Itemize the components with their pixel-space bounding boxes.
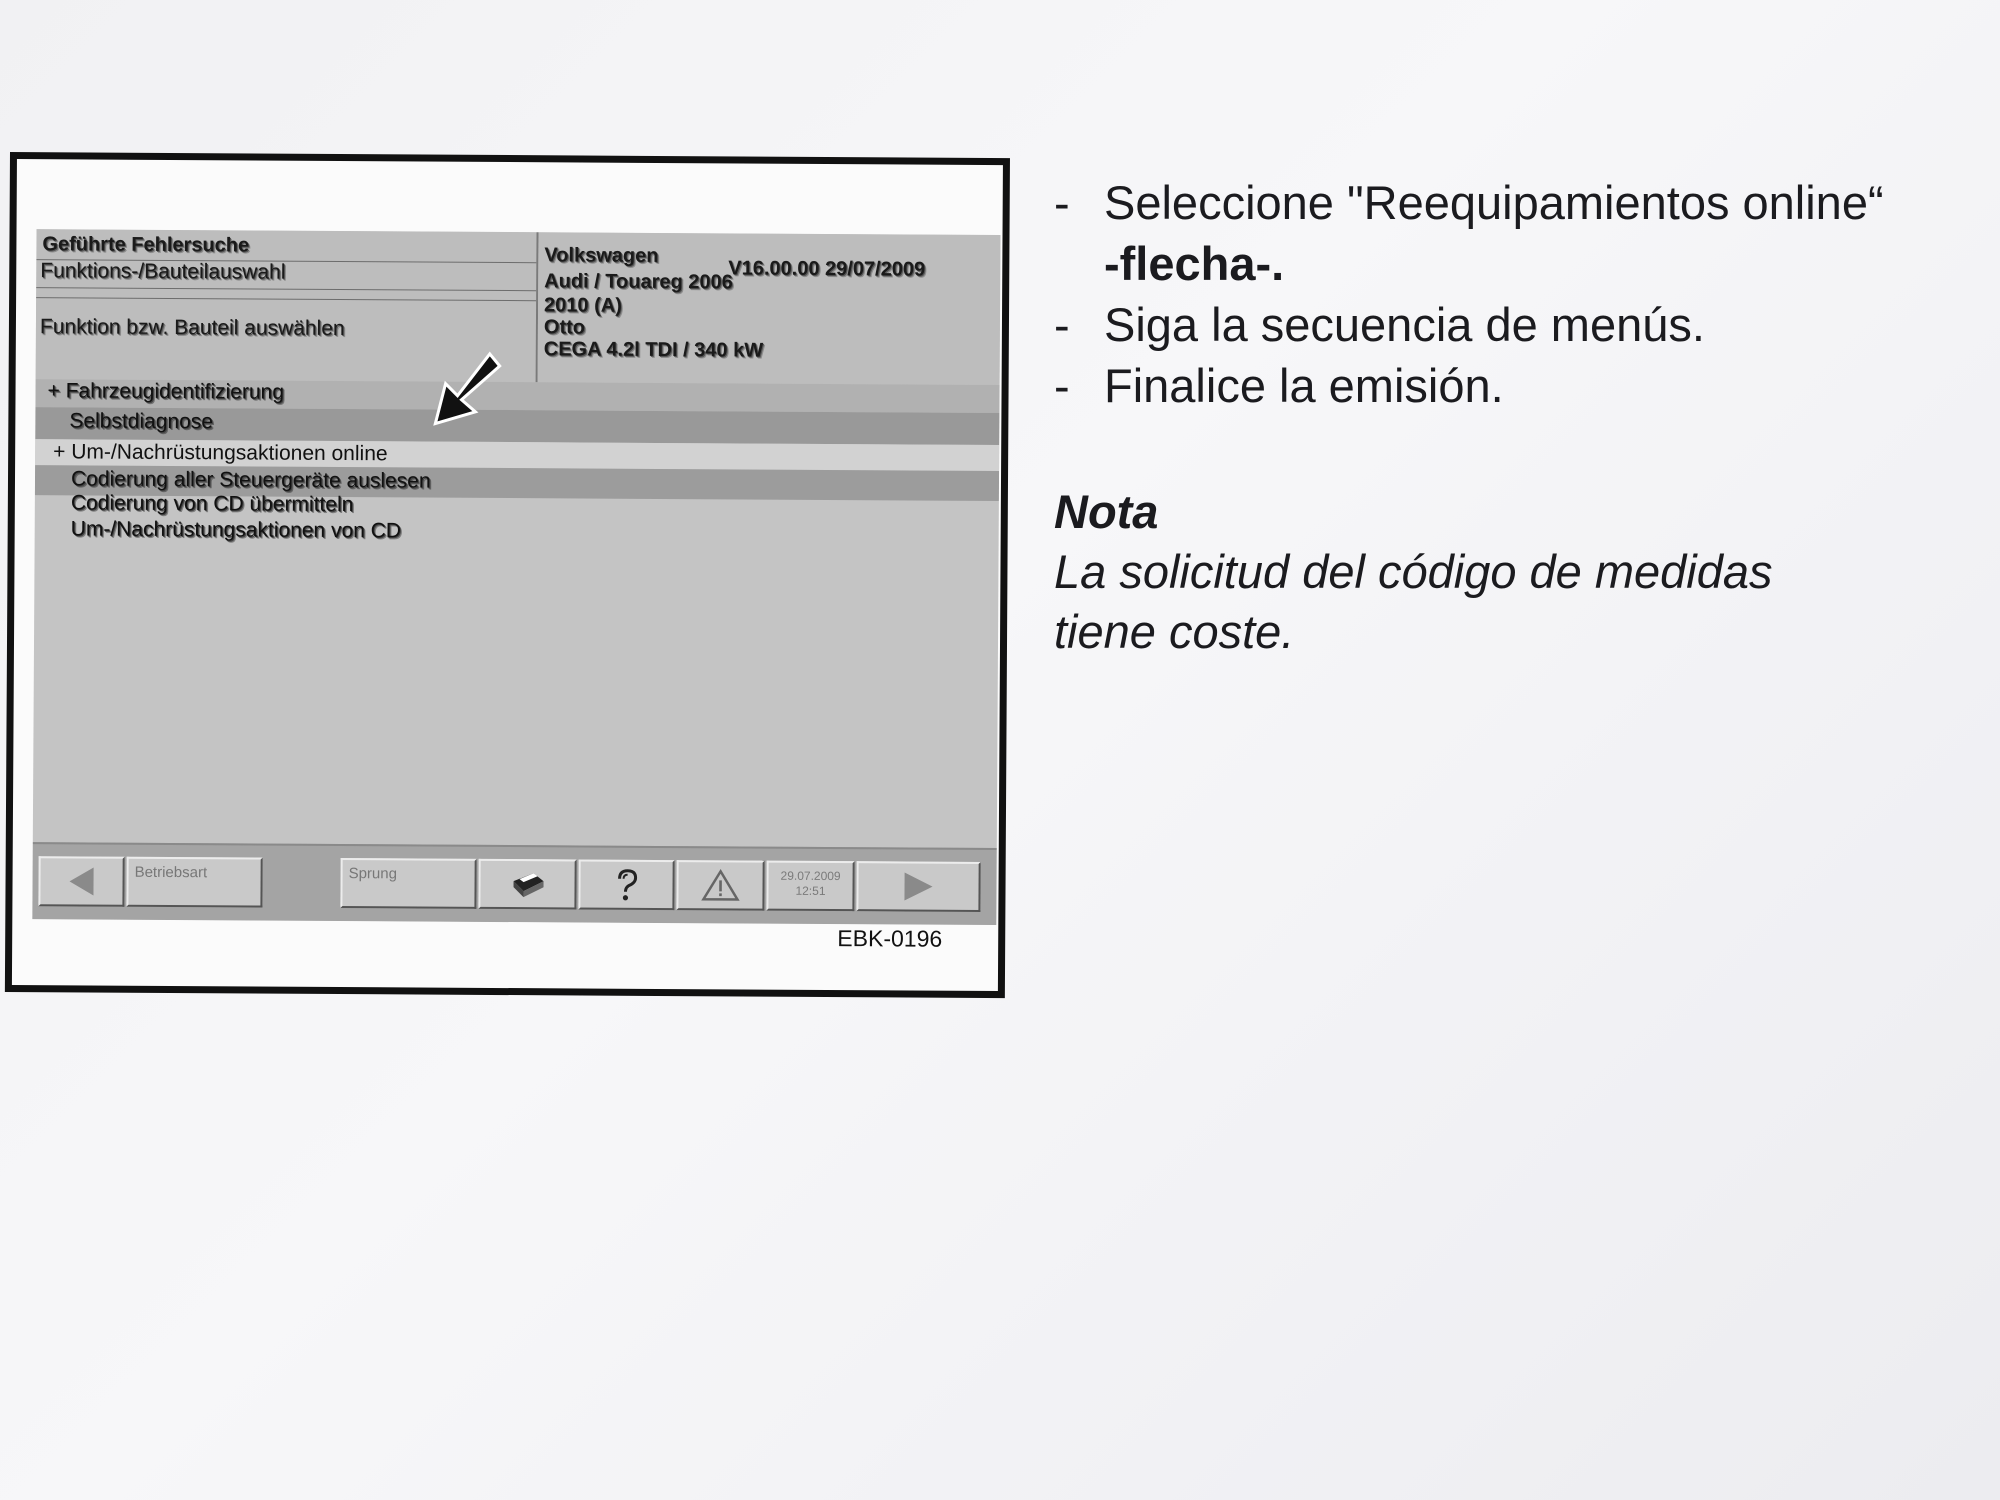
operating-mode-button[interactable] xyxy=(126,857,262,908)
bullet-dash: - xyxy=(1054,176,1070,229)
bullet-dash: - xyxy=(1054,298,1070,351)
forward-button[interactable] xyxy=(856,861,980,912)
vehicle-brand: Volkswagen xyxy=(544,244,659,267)
note-title: Nota xyxy=(1054,485,1159,538)
header-instruction: Funktion bzw. Bauteil auswählen xyxy=(39,315,345,341)
note-line-2: tiene coste. xyxy=(1054,605,1295,658)
figure-code: EBK-0196 xyxy=(837,925,943,952)
note-line-1: La solicitud del código de medidas xyxy=(1054,545,1773,598)
header-right-panel xyxy=(538,232,1001,385)
engine-code: CEGA 4.2l TDI / 340 kW xyxy=(543,338,764,362)
instruction-list xyxy=(1050,172,1980,416)
print-button[interactable] xyxy=(478,859,576,910)
diagnostic-screen xyxy=(32,229,1000,925)
printer-icon xyxy=(507,867,547,901)
menu-item-self-diagnosis[interactable]: Selbstdiagnose xyxy=(69,409,214,434)
instruction-text-1: Seleccione "Reequipamientos online“ xyxy=(1104,176,1884,229)
instruction-text-3: Finalice la emisión. xyxy=(1104,359,1504,412)
warning-icon xyxy=(700,868,740,902)
operating-mode-label: Betriebsart xyxy=(134,863,208,882)
warning-button[interactable] xyxy=(676,860,764,911)
instruction-step-2 xyxy=(1050,294,1980,355)
jump-button[interactable] xyxy=(340,858,476,909)
engine-type: Otto xyxy=(543,316,586,339)
instruction-text-2: Siga la secuencia de menús. xyxy=(1104,298,1705,351)
time-text: 12:51 xyxy=(795,883,826,898)
toolbar xyxy=(32,842,996,925)
pointer-arrow-icon xyxy=(431,350,501,428)
help-button[interactable] xyxy=(578,859,674,910)
instruction-step-1-cont xyxy=(1050,233,1980,294)
instruction-arrow-label: -flecha-. xyxy=(1104,237,1285,290)
menu-item-coding-cd[interactable]: Codierung von CD übermitteln xyxy=(70,491,354,517)
menu-item-retrofit-online[interactable]: + Um-/Nachrüstungsaktionen online xyxy=(53,440,388,466)
bullet-dash: - xyxy=(1054,359,1070,412)
date-time-display xyxy=(766,861,854,912)
header-subtitle: Funktions-/Bauteilauswahl xyxy=(40,259,286,284)
screenshot-figure xyxy=(5,152,1010,998)
menu-item-read-coding[interactable]: Codierung aller Steuergeräte auslesen xyxy=(70,467,431,493)
help-icon xyxy=(609,867,643,903)
model-year: 2010 (A) xyxy=(544,294,622,317)
back-button[interactable] xyxy=(38,856,124,907)
instruction-step-1 xyxy=(1050,172,1980,233)
instruction-step-3 xyxy=(1050,355,1980,416)
date-text: 29.07.2009 xyxy=(780,868,841,884)
forward-arrow-icon xyxy=(898,868,938,904)
vehicle-model: Audi / Touareg 2006 xyxy=(544,270,733,294)
note-block xyxy=(1054,482,1954,662)
menu-item-identification[interactable]: + Fahrzeugidentifizierung xyxy=(47,379,285,404)
jump-label: Sprung xyxy=(348,865,398,883)
menu-item-retrofit-cd[interactable]: Um-/Nachrüstungsaktionen von CD xyxy=(70,517,402,543)
back-arrow-icon xyxy=(63,863,99,899)
software-version: V16.00.00 29/07/2009 xyxy=(728,257,926,281)
header-title: Geführte Fehlersuche xyxy=(42,233,250,257)
